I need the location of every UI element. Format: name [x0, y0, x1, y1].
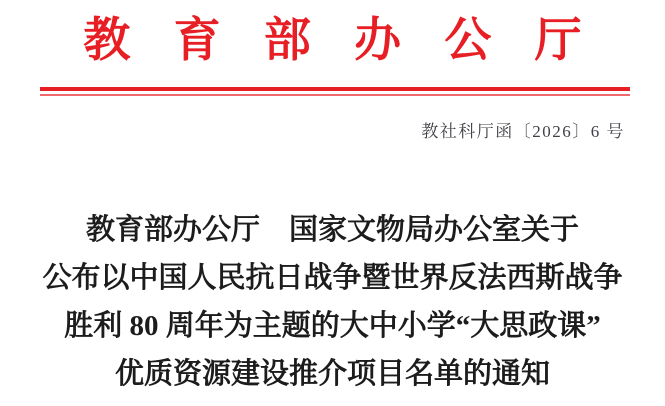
document-title-line: 胜利 80 周年为主题的大中小学“大思政课” [64, 310, 601, 342]
document-title-line: 教育部办公厅 国家文物局办公室关于 [85, 214, 579, 246]
document-title-line: 公布以中国人民抗日战争暨世界反法西斯战争 [42, 262, 623, 294]
divider-thin-line [40, 94, 630, 96]
document-title-line: 优质资源建设推介项目名单的通知 [114, 358, 550, 390]
document-number: 教社科厅函〔2026〕6 号 [421, 122, 625, 141]
letterhead-divider [40, 87, 630, 96]
divider-thick-line [40, 87, 630, 91]
letterhead-title [0, 14, 665, 68]
letterhead-title-text: 教育部办公厅 [83, 15, 625, 67]
document-title [0, 206, 665, 398]
